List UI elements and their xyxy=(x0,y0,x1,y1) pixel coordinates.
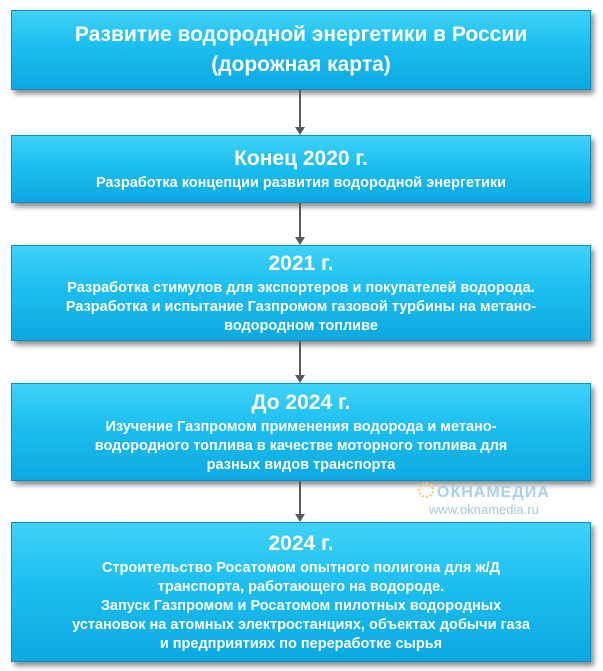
watermark-brand-text: ОКНАМЕДИА xyxy=(437,484,550,501)
stage-heading: Конец 2020 г. xyxy=(234,146,368,170)
stage-heading: До 2024 г. xyxy=(251,390,351,414)
stage-box-2021 xyxy=(11,245,591,341)
stage-line: Разработка концепции развития водородной энергетики xyxy=(95,174,507,191)
stage-heading: 2021 г. xyxy=(268,251,334,275)
stage-line: Разработка стимулов для экспортеров и покупателей водорода. xyxy=(67,279,535,296)
arrowhead-3 xyxy=(295,375,305,383)
stage-line: Изучение Газпромом применения водорода и метано- xyxy=(105,418,497,435)
stage-description xyxy=(66,559,536,654)
stage-description xyxy=(90,174,512,193)
sun-logo-icon xyxy=(418,482,434,498)
stage-line: и предприятиях по переработке сырья xyxy=(159,635,443,652)
stage-heading: 2024 г. xyxy=(268,531,334,555)
stage-line: водородного топлива в качестве моторного топлива для xyxy=(94,437,508,454)
connector-4 xyxy=(299,481,301,517)
arrowhead-4 xyxy=(295,514,305,522)
diagram-title xyxy=(55,20,547,80)
watermark-brand xyxy=(418,482,550,502)
diagram-title-line-2: (дорожная карта) xyxy=(211,53,391,76)
stage-line: транспорта, работающего на водороде. xyxy=(157,578,445,595)
connector-2 xyxy=(299,203,301,240)
watermark xyxy=(418,482,550,517)
stage-line: Разработка и испытание Газпромом газовой турбины на метано- xyxy=(65,298,537,315)
title-box xyxy=(11,10,591,90)
stage-description xyxy=(89,418,514,475)
watermark-url: www.oknamedia.ru xyxy=(428,502,539,517)
stage-line: водородном топливе xyxy=(224,317,378,334)
connector-3 xyxy=(299,341,301,378)
stage-line: установок на атомных электростанциях, объектах добычи газа xyxy=(72,616,530,633)
stage-line: Запуск Газпромом и Росатомом пилотных водородных xyxy=(100,597,502,614)
stage-box-2024 xyxy=(11,522,591,662)
stage-line: Строительство Росатомом опытного полигона для ж/Д xyxy=(101,559,500,576)
diagram-title-line-1: Развитие водородной энергетики в России xyxy=(74,23,528,46)
stage-box-before-2024 xyxy=(11,383,591,481)
stage-description xyxy=(60,279,542,336)
arrowhead-2 xyxy=(295,237,305,245)
stage-box-end-2020 xyxy=(11,135,591,203)
stage-line: разных видов транспорта xyxy=(206,456,396,473)
arrowhead-1 xyxy=(295,127,305,135)
connector-1 xyxy=(299,90,301,130)
